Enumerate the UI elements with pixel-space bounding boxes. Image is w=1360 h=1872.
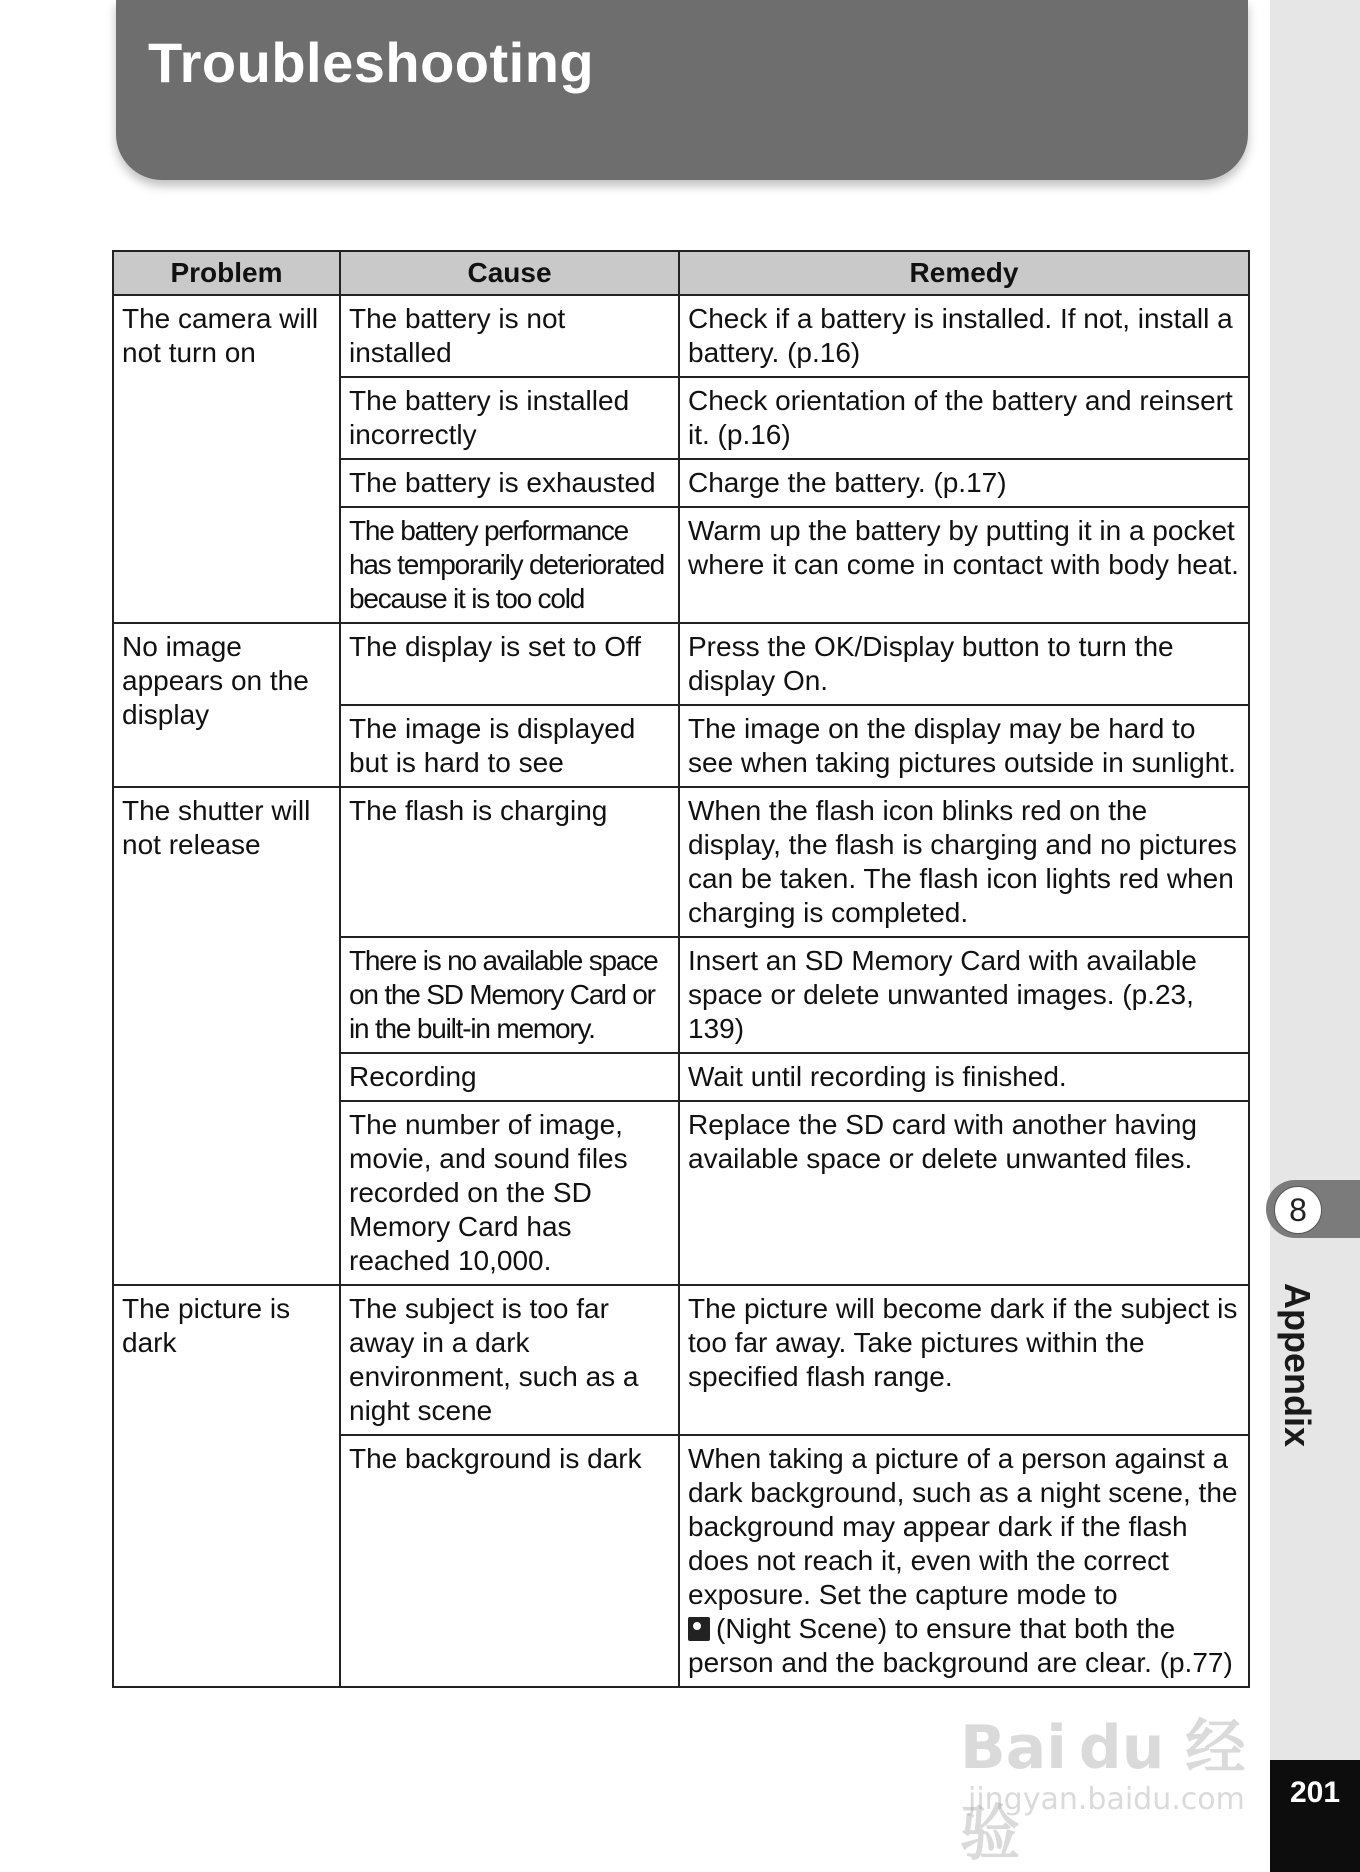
page-title: Troubleshooting	[148, 31, 595, 94]
watermark-logo: Bai du 经验	[960, 1713, 1246, 1869]
cause-cell: The battery performance has temporarily deteriorated because it is too cold	[340, 507, 679, 623]
chapter-label: Appendix	[1277, 1283, 1318, 1448]
header-cause: Cause	[340, 251, 679, 295]
table-row	[113, 1285, 1249, 1435]
remedy-cell: The image on the display may be hard to see when taking pictures outside in sunlight.	[679, 705, 1249, 787]
cause-cell: The battery is installed incorrectly	[340, 377, 679, 459]
page-number: 201	[1289, 1776, 1341, 1809]
troubleshooting-table	[112, 250, 1250, 1688]
watermark-url: jingyan.baidu.com	[968, 1782, 1245, 1817]
remedy-cell: The picture will become dark if the subject is too far away. Take pictures within the specified flash range.	[679, 1285, 1249, 1435]
header-remedy: Remedy	[679, 251, 1249, 295]
cause-cell: The battery is exhausted	[340, 459, 679, 507]
cause-cell: The subject is too far away in a dark environment, such as a night scene	[340, 1285, 679, 1435]
remedy-cell: Warm up the battery by putting it in a pocket where it can come in contact with body heat.	[679, 507, 1249, 623]
problem-cell: No image appears on the display	[113, 623, 340, 787]
cause-cell: The number of image, movie, and sound files recorded on the SD Memory Card has reached 10,000.	[340, 1101, 679, 1285]
cause-cell: The battery is not installed	[340, 295, 679, 377]
remedy-text-after-icon: (Night Scene) to ensure that both the person and the background are clear. (p.77)	[688, 1613, 1233, 1678]
remedy-cell: When the flash icon blinks red on the display, the flash is charging and no pictures can be taken. The flash icon lights red when charging is completed.	[679, 787, 1249, 937]
remedy-cell: Wait until recording is finished.	[679, 1053, 1249, 1101]
remedy-cell: Insert an SD Memory Card with available space or delete unwanted images. (p.23, 139)	[679, 937, 1249, 1053]
table-row	[113, 623, 1249, 705]
chapter-number: 8	[1274, 1186, 1322, 1234]
remedy-cell: Replace the SD card with another having available space or delete unwanted files.	[679, 1101, 1249, 1285]
table-row	[113, 787, 1249, 937]
side-index-strip	[1270, 0, 1360, 1872]
remedy-cell: Press the OK/Display button to turn the display On.	[679, 623, 1249, 705]
remedy-cell: Check if a battery is installed. If not, install a battery. (p.16)	[679, 295, 1249, 377]
problem-cell: The shutter will not release	[113, 787, 340, 1285]
remedy-cell: Charge the battery. (p.17)	[679, 459, 1249, 507]
cause-cell: Recording	[340, 1053, 679, 1101]
table-row	[113, 295, 1249, 377]
problem-cell: The camera will not turn on	[113, 295, 340, 623]
cause-cell: The image is displayed but is hard to see	[340, 705, 679, 787]
cause-cell: The background is dark	[340, 1435, 679, 1687]
cause-cell: There is no available space on the SD Memory Card or in the built-in memory.	[340, 937, 679, 1053]
cause-cell: The flash is charging	[340, 787, 679, 937]
remedy-text-before-icon: When taking a picture of a person against a dark background, such as a night scene, the background may appear dark if the flash does not reach it, even with the correct exposure. Set the capture mode to	[688, 1443, 1238, 1610]
header-problem: Problem	[113, 251, 340, 295]
cause-cell: The display is set to Off	[340, 623, 679, 705]
remedy-cell: Check orientation of the battery and reinsert it. (p.16)	[679, 377, 1249, 459]
remedy-cell	[679, 1435, 1249, 1687]
night-scene-icon	[688, 1617, 710, 1641]
table-header-row	[113, 251, 1249, 295]
problem-cell: The picture is dark	[113, 1285, 340, 1687]
